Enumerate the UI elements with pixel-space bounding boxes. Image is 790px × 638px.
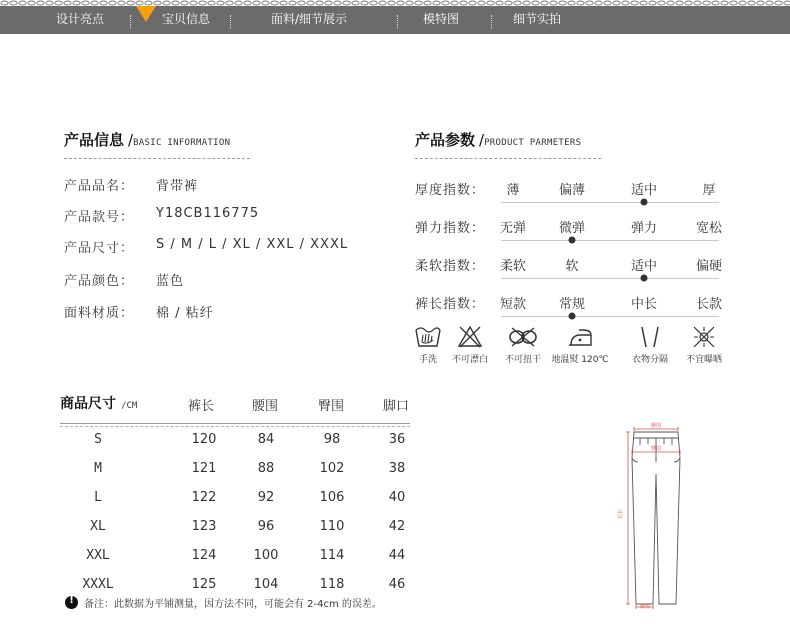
measurement-cell: 88 [257,461,275,476]
heading-slash: / [128,131,134,149]
param-option: 柔软 [499,259,527,274]
size-cell: XL [90,519,106,534]
measurement-cell: 100 [253,548,279,563]
param-label: 裤长指数： [415,297,486,312]
section-nav-bar [0,6,790,34]
nav-item-design-highlights[interactable]: 设计亮点 [56,12,105,26]
param-scale-line [501,202,719,203]
measurement-cell: 42 [388,519,406,534]
param-option: 偏薄 [558,183,586,198]
care-label-no-sun-dry: 不宜曝晒 [685,355,723,365]
measurement-cell: 44 [388,548,406,563]
size-table-heading [60,393,137,413]
param-label: 弹力指数： [415,221,486,236]
measurement-cell: 102 [319,461,345,476]
measurement-cell: 120 [191,432,217,447]
param-label: 厚度指数： [415,183,486,198]
measurement-cell: 98 [323,432,341,447]
nav-separator [491,15,492,29]
diagram-hip-label: 臀围 [650,446,662,452]
heading-divider [64,158,250,159]
nav-separator [397,15,398,29]
measurement-cell: 121 [191,461,217,476]
measurement-cell: 38 [388,461,406,476]
param-option: 短款 [499,297,527,312]
pants-measurement-diagram [612,418,692,610]
nav-item-model-photos[interactable]: 模特图 [423,12,460,26]
param-option: 薄 [506,183,520,198]
param-scale-line [501,316,719,317]
nav-separator [230,15,231,29]
measurement-cell: 104 [253,577,279,592]
measurement-cell: 84 [257,432,275,447]
no-wring-icon [508,324,538,350]
care-label-no-bleach: 不可漂白 [451,355,489,365]
param-option: 微弹 [558,221,586,236]
column-header-hem: 脚口 [382,399,410,414]
product-info-subtitle: BASIC INFORMATION [133,138,231,148]
info-label: 产品尺寸： [64,241,135,256]
heading-divider [415,158,601,159]
param-option: 宽松 [695,221,723,236]
param-option: 偏硬 [695,259,723,274]
info-label: 产品颜色： [64,274,135,289]
diagram-hem-label: 脚围 [639,604,651,610]
info-value: 蓝色 [156,274,185,289]
param-selected-dot [641,199,648,206]
product-info-heading [64,129,230,150]
size-cell: M [94,461,102,476]
active-nav-marker [136,6,156,22]
table-header-rule [60,423,410,424]
param-option: 弹力 [630,221,658,236]
measurement-note: 备注：此数据为平铺测量，因方法不同，可能会有 2-4cm 的误差。 [84,599,382,610]
param-option: 无弹 [499,221,527,236]
param-selected-dot [569,237,576,244]
size-cell: XXL [86,548,110,563]
info-label: 面料材质： [64,306,135,321]
param-option: 长款 [695,297,723,312]
product-params-title: 产品参数 [415,131,476,149]
info-value: 棉 / 粘纤 [156,306,214,321]
measurement-cell: 46 [388,577,406,592]
measurement-cell: 92 [257,490,275,505]
info-value: S / M / L / XL / XXL / XXXL [156,237,349,252]
param-option: 厚 [702,183,716,198]
nav-item-product-info[interactable]: 宝贝信息 [162,12,211,26]
param-scale-line [501,278,719,279]
care-label-wash-separately: 衣物分隔 [631,355,669,365]
param-option: 适中 [630,183,658,198]
column-header-length: 裤长 [187,399,215,414]
info-label: 产品款号： [64,210,135,225]
product-info-title: 产品信息 [64,131,125,149]
measurement-cell: 122 [191,490,217,505]
warning-icon [65,596,78,609]
param-option: 中长 [630,297,658,312]
column-header-waist: 腰围 [251,399,279,414]
measurement-cell: 106 [319,490,345,505]
diagram-length-label: 衣长 [618,508,624,520]
size-table-title: 商品尺寸 [60,396,116,412]
param-option: 常规 [558,297,586,312]
measurement-cell: 124 [191,548,217,563]
size-cell: XXXL [82,577,114,592]
info-value: Y18CB116775 [156,206,260,221]
wash-separately-icon [635,324,665,350]
param-label: 柔软指数： [415,259,486,274]
measurement-cell: 123 [191,519,217,534]
product-params-subtitle: PRODUCT PARMETERS [484,138,582,148]
info-value: 背带裤 [156,179,199,194]
nav-separator [130,15,131,29]
care-label-no-wring: 不可扭干 [504,355,542,365]
measurement-cell: 36 [388,432,406,447]
size-cell: S [94,432,102,447]
product-params-heading [415,129,581,150]
nav-item-detail-photos[interactable]: 细节实拍 [513,12,562,26]
column-header-hip: 臀围 [317,399,345,414]
measurement-cell: 118 [319,577,345,592]
size-table-unit: CM [126,401,138,411]
heading-slash: / [479,131,485,149]
info-label: 产品品名： [64,179,135,194]
size-cell: L [94,490,102,505]
param-selected-dot [569,313,576,320]
nav-item-fabric-details[interactable]: 面料/细节展示 [271,12,348,26]
care-label-hand-wash: 手洗 [418,355,438,365]
measurement-cell: 125 [191,577,217,592]
hand-wash-icon [413,324,443,350]
size-table-slash: / [121,401,127,411]
measurement-cell: 40 [388,490,406,505]
diagram-waist-label: 腰围 [650,423,662,429]
no-sun-dry-icon [689,324,719,350]
measurement-cell: 96 [257,519,275,534]
param-selected-dot [641,275,648,282]
table-header-rule-dashed [60,426,410,427]
measurement-cell: 114 [319,548,345,563]
param-option: 软 [565,259,579,274]
no-bleach-icon [455,324,485,350]
param-option: 适中 [630,259,658,274]
measurement-cell: 110 [319,519,345,534]
param-scale-line [501,240,719,241]
care-label-low-iron: 地温熨 120℃ [551,355,609,365]
low-iron-icon [565,324,595,350]
